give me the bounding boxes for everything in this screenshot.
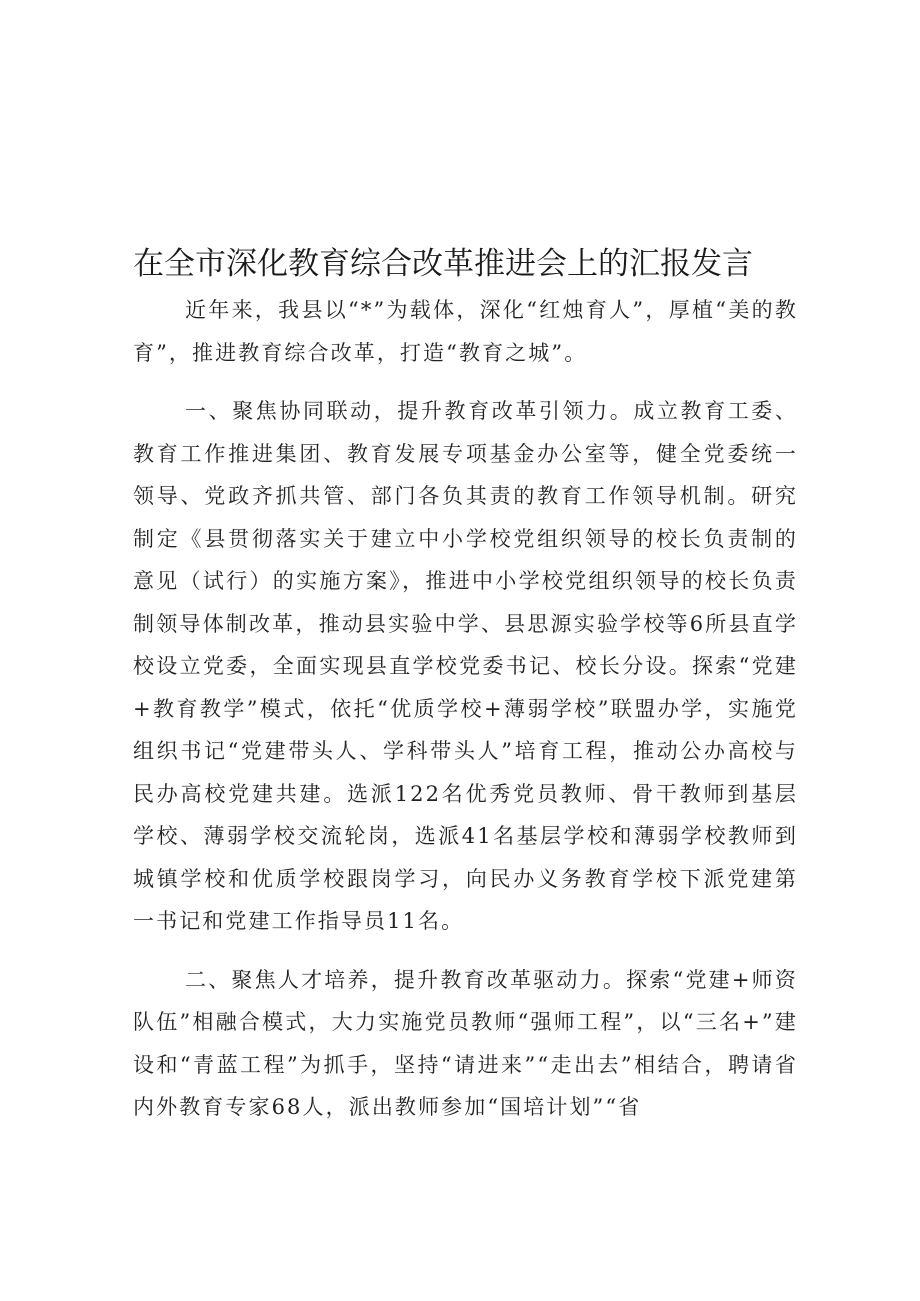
document-body <box>133 289 798 1145</box>
document-title: 在全市深化教育综合改革推进会上的汇报发言 <box>133 246 753 282</box>
paragraph-section-one: 一、聚焦协同联动，提升教育改革引领力。成立教育工委、教育工作推进集团、教育发展专项基金办公室等，健全党委统一领导、党政齐抓共管、部门各负其责的教育工作领导机制。研究制定《县贯彻落实关于建立中小学校党组织领导的校长负责制的意见（试行）的实施方案》，推进中小学校党组织领导的校长负责制领导体制改革，推动县实验中学、县思源实验学校等6所县直学校设立党委，全面实现县直学校党委书记、校长分设。探索“党建+教育教学”模式，依托“优质学校+薄弱学校”联盟办学，实施党组织书记“党建带头人、学科带头人”培育工程，推动公办高校与民办高校党建共建。选派122名优秀党员教师、骨干教师到基层学校、薄弱学校交流轮岗，选派41名基层学校和薄弱学校教师到城镇学校和优质学校跟岗学习，向民办义务教育学校下派党建第一书记和党建工作指导员11名。 <box>133 399 798 933</box>
paragraph-intro: 近年来，我县以“*”为载体，深化“红烛育人”，厚植“美的教育”，推进教育综合改革，打造“教育之城”。 <box>133 298 798 365</box>
paragraph-section-two: 二、聚焦人才培养，提升教育改革驱动力。探索“党建+师资队伍”相融合模式，大力实施党员教师“强师工程”，以“三名+”建设和“青蓝工程”为抓手，坚持“请进来”“走出去”相结合，聘请省内外教育专家68人，派出教师参加“国培计划”“省 <box>133 967 798 1119</box>
